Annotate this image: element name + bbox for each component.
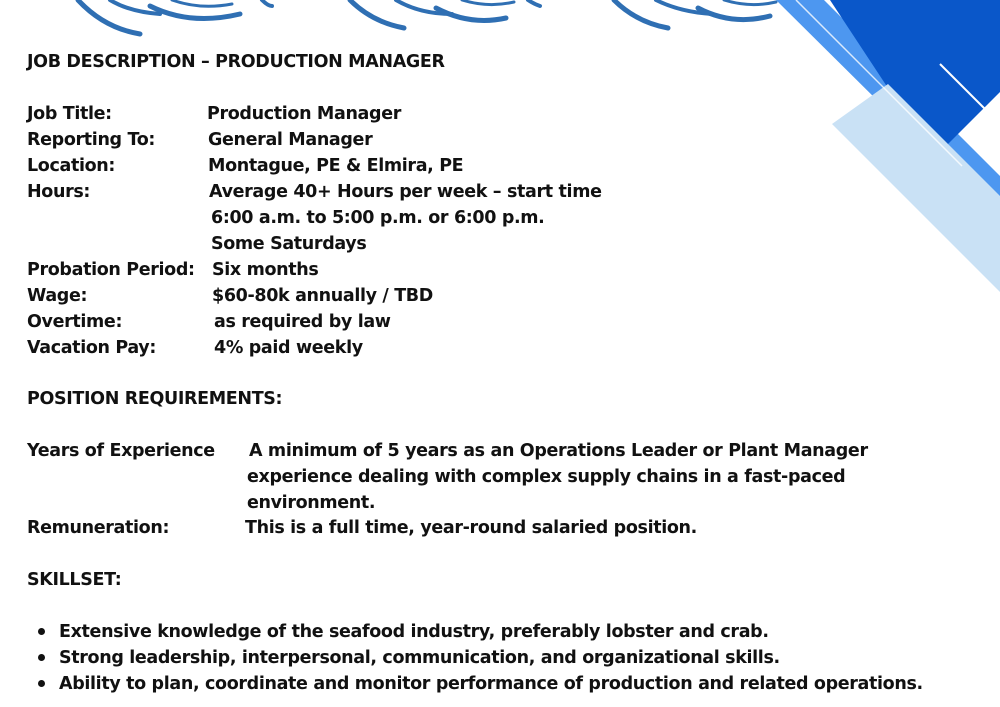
bullet-icon xyxy=(38,680,45,687)
remuneration-label: Remuneration: xyxy=(27,518,170,538)
vacation-pay-value: 4% paid weekly xyxy=(214,338,363,358)
location-value: Montague, PE & Elmira, PE xyxy=(208,156,464,176)
reporting-to-value: General Manager xyxy=(208,130,373,150)
wave-pattern xyxy=(78,0,776,34)
job-title-label: Job Title: xyxy=(27,104,112,124)
probation-period-label: Probation Period: xyxy=(27,260,195,280)
wage-value: $60-80k annually / TBD xyxy=(212,286,433,306)
requirements-heading: POSITION REQUIREMENTS: xyxy=(27,389,283,409)
experience-value-line: experience dealing with complex supply chains in a fast-paced xyxy=(247,467,846,487)
remuneration-value: This is a full time, year-round salaried position. xyxy=(245,518,697,538)
document-title: JOB DESCRIPTION – PRODUCTION MANAGER xyxy=(27,52,445,72)
probation-period-value: Six months xyxy=(212,260,319,280)
location-label: Location: xyxy=(27,156,116,176)
hours-value-line: 6:00 a.m. to 5:00 p.m. or 6:00 p.m. xyxy=(211,208,545,228)
hours-value-line: Average 40+ Hours per week – start time xyxy=(209,182,602,202)
experience-value-line: A minimum of 5 years as an Operations Leader or Plant Manager xyxy=(249,441,868,461)
hours-value-line: Some Saturdays xyxy=(211,234,367,254)
skill-item-text: Ability to plan, coordinate and monitor performance of production and related operations. xyxy=(59,674,923,694)
corner-accent xyxy=(776,0,1000,292)
wage-label: Wage: xyxy=(27,286,88,306)
hours-label: Hours: xyxy=(27,182,91,202)
job-title-value: Production Manager xyxy=(207,104,401,124)
reporting-to-label: Reporting To: xyxy=(27,130,156,150)
vacation-pay-label: Vacation Pay: xyxy=(27,338,156,358)
skill-item-text: Strong leadership, interpersonal, communication, and organizational skills. xyxy=(59,648,780,668)
experience-value-line: environment. xyxy=(247,493,376,513)
bullet-icon xyxy=(38,628,45,635)
bullet-icon xyxy=(38,654,45,661)
overtime-label: Overtime: xyxy=(27,312,123,332)
skillset-heading: SKILLSET: xyxy=(27,570,122,590)
overtime-value: as required by law xyxy=(214,312,391,332)
skill-item-text: Extensive knowledge of the seafood industry, preferably lobster and crab. xyxy=(59,622,769,642)
experience-label: Years of Experience xyxy=(27,441,215,461)
